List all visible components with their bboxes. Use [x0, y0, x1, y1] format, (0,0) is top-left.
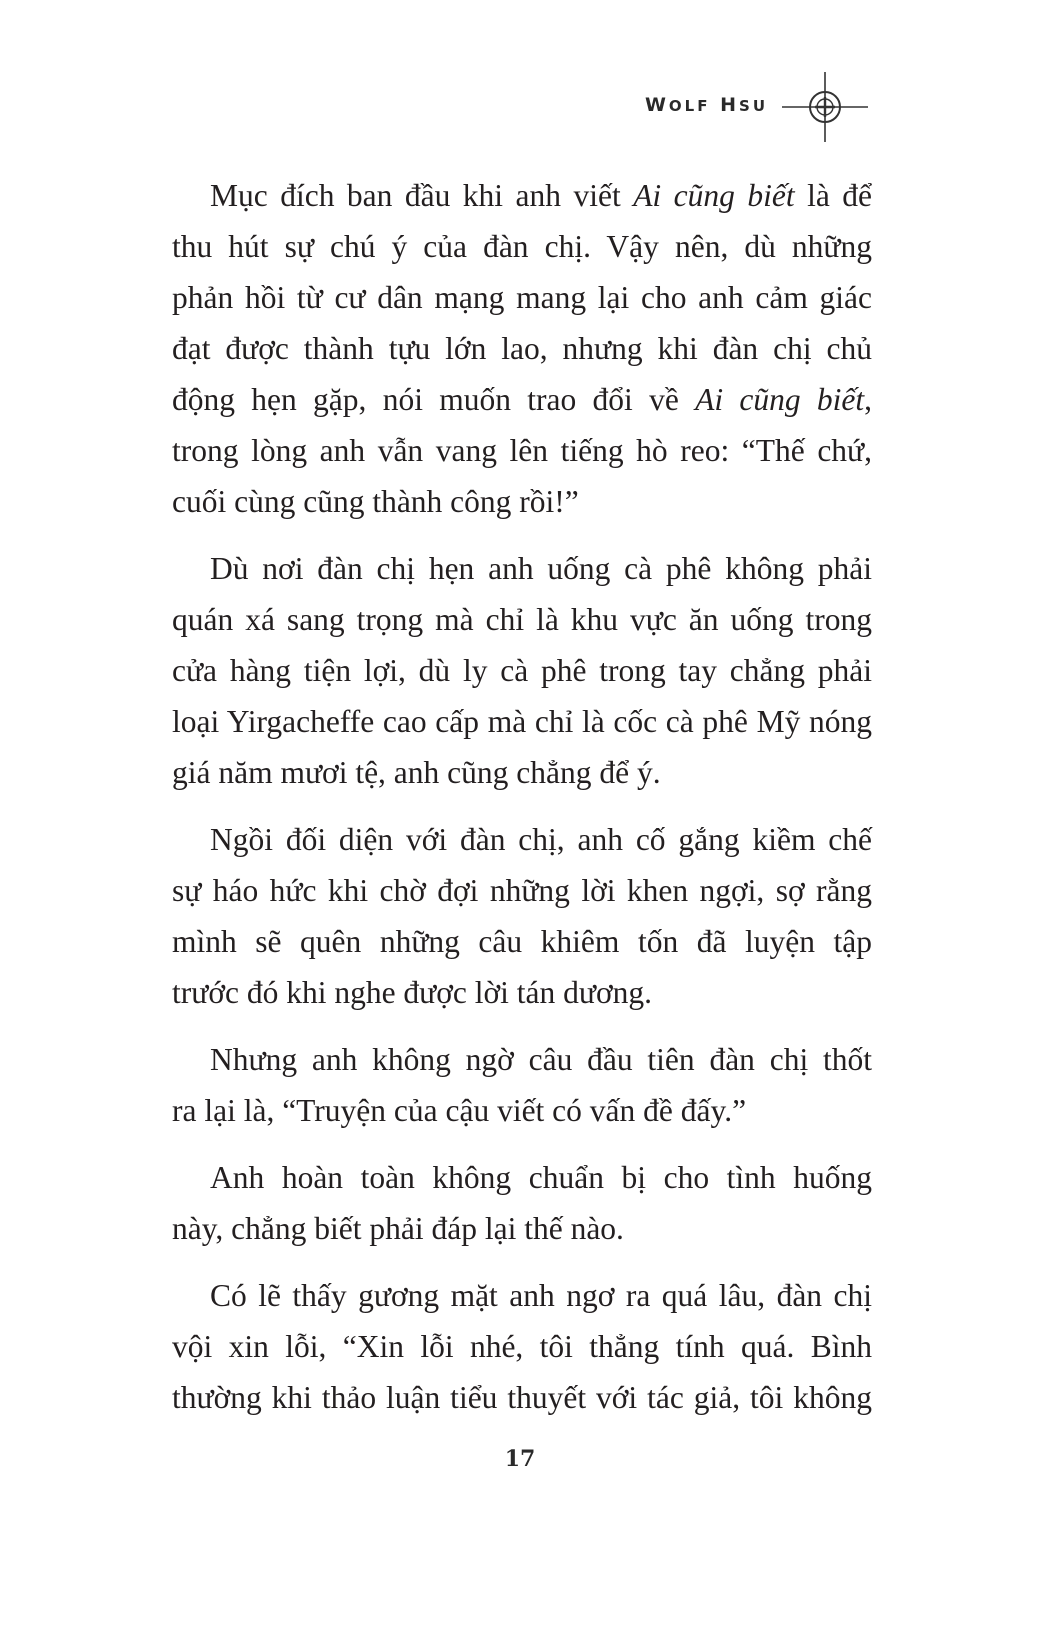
running-header: [0, 72, 1040, 142]
text-line: giá năm mươi tệ, anh cũng chẳng để ý.: [172, 755, 661, 790]
text-line: động hẹn gặp, nói muốn trao đổi về Ai cũng biết,: [172, 382, 872, 417]
text-line: Ngồi đối diện với đàn chị, anh cố gắng kiềm chế: [210, 822, 872, 857]
text-line: trước đó khi nghe được lời tán dương.: [172, 975, 653, 1010]
text-line: quán xá sang trọng mà chỉ là khu vực ăn uống trong: [172, 602, 872, 637]
paragraph: [172, 814, 872, 1018]
text-line: trong lòng anh vẫn vang lên tiếng hò reo: “Thế chứ,: [172, 433, 872, 468]
text-line: này, chẳng biết phải đáp lại thế nào.: [172, 1211, 624, 1246]
paragraph: [172, 170, 872, 527]
text-line: phản hồi từ cư dân mạng mang lại cho anh cảm giác: [172, 280, 872, 315]
italic-title: Ai cũng biết: [695, 382, 865, 417]
text-line: cuối cùng cũng thành công rồi!”: [172, 484, 579, 519]
text-line: Mục đích ban đầu khi anh viết Ai cũng biết là để: [210, 178, 872, 213]
crosshair-icon: [780, 72, 870, 142]
paragraph: [172, 543, 872, 798]
text-line: đạt được thành tựu lớn lao, nhưng khi đàn chị chủ: [172, 331, 872, 366]
text-line: Dù nơi đàn chị hẹn anh uống cà phê không phải: [210, 551, 872, 586]
text-line: Anh hoàn toàn không chuẩn bị cho tình huống: [210, 1160, 872, 1195]
text-line: thường khi thảo luận tiểu thuyết với tác giả, tôi không: [172, 1380, 872, 1415]
body-text: [172, 170, 872, 1439]
text-line: Nhưng anh không ngờ câu đầu tiên đàn chị thốt: [210, 1042, 872, 1077]
paragraph: [172, 1270, 872, 1423]
text-line: vội xin lỗi, “Xin lỗi nhé, tôi thẳng tính quá. Bình: [172, 1329, 872, 1364]
page-number: 17: [504, 1446, 536, 1472]
text-line: sự háo hức khi chờ đợi những lời khen ngợi, sợ rằng: [172, 873, 872, 908]
text-line: ra lại là, “Truyện của cậu viết có vấn đề đấy.”: [172, 1093, 747, 1128]
italic-title: Ai cũng biết: [633, 178, 795, 213]
text-line: Có lẽ thấy gương mặt anh ngơ ra quá lâu, đàn chị: [210, 1278, 872, 1313]
text-line: loại Yirgacheffe cao cấp mà chỉ là cốc cà phê Mỹ nóng: [172, 704, 872, 739]
paragraph: [172, 1152, 872, 1254]
author-name: WOLF HSU: [644, 94, 768, 116]
paragraph: [172, 1034, 872, 1136]
text-line: mình sẽ quên những câu khiêm tốn đã luyện tập: [172, 924, 872, 959]
text-line: thu hút sự chú ý của đàn chị. Vậy nên, dù những: [172, 229, 872, 264]
text-line: cửa hàng tiện lợi, dù ly cà phê trong tay chẳng phải: [172, 653, 872, 688]
